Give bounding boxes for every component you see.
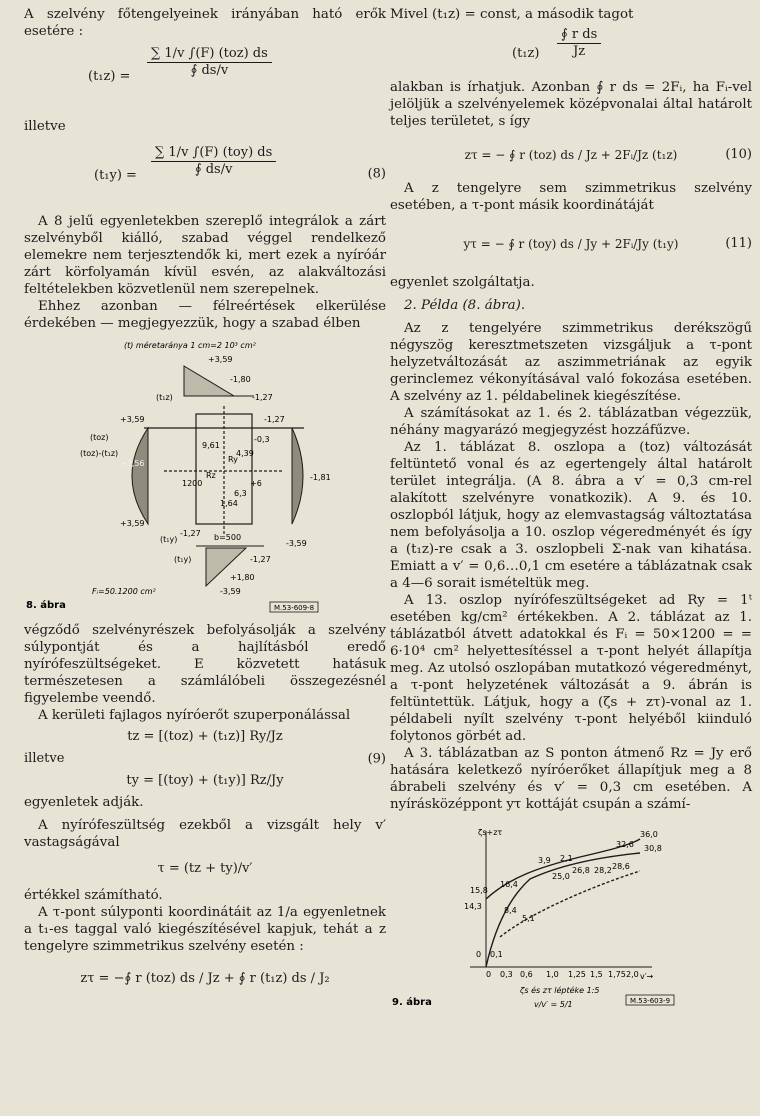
fig9-point-label: 8,4 [504, 906, 517, 915]
fig9-caption: 9. ábra [392, 997, 432, 1008]
fig9-xtick: 0,6 [520, 970, 533, 979]
paragraph: értékkel számítható. [24, 888, 163, 903]
paragraph: A számításokat az 1. és 2. táblázatban végezzük, néhány magyarázó megjegyzést hozzáfűzve. [390, 406, 752, 438]
paragraph: A nyírófeszültség ezekből a vizsgált hely v′ vastagságával [24, 818, 386, 850]
fig8-left-diagram [132, 428, 148, 524]
fig9-point-label: 2,1 [560, 854, 573, 863]
denominator: ∮ ds/v [194, 162, 233, 177]
fig9-point-label: 14,3 [464, 902, 482, 911]
fig9-point-label: 25,0 [552, 872, 570, 881]
equation-prefix: (t₁z) [512, 46, 540, 61]
fig9-point-label: 15,8 [470, 886, 488, 895]
fig8-label: +3,59 [120, 415, 145, 424]
fig8-label: -1,27 [250, 555, 271, 564]
fig9-xtick: 1,5 [590, 970, 603, 979]
fig8-label: (t₁y) [160, 535, 178, 544]
paragraph: egyenletek adják. [24, 795, 144, 810]
equation-8b [24, 141, 386, 207]
fig9-point-label: 5,1 [522, 914, 535, 923]
fig8-label: -1,27 [180, 529, 201, 538]
section-heading: 2. Példa (8. ábra). [404, 298, 526, 313]
figure-9-drawing [390, 817, 752, 1017]
fig9-point-label: 26,8 [572, 866, 590, 875]
equation-11 [390, 214, 752, 274]
fraction [151, 145, 276, 178]
fig8-label: (t₁y) [174, 555, 192, 564]
fig8-label: b=500 [214, 533, 242, 542]
equation-10 [390, 130, 752, 180]
fig9-xtick: 1,75 [608, 970, 626, 979]
fig8-label: +6 [250, 479, 262, 488]
fig8-label: 9,61 [202, 441, 220, 450]
fig9-point-label: 3,9 [538, 856, 551, 865]
fig8-label: +3,59 [208, 355, 233, 364]
fig9-xtick: 1,25 [568, 970, 586, 979]
figure-8-drawing [24, 336, 386, 618]
paragraph: A szelvény főtengelyeinek irányában ható erők esetére : [24, 7, 386, 39]
fig8-label: +3,59 [120, 519, 145, 528]
fig8-label: (toz)-(t₁z) [80, 449, 119, 458]
fig9-point-label: 28,6 [612, 862, 630, 871]
denominator: Jz [573, 44, 586, 59]
fig9-stamp: M.53-603-9 [630, 997, 671, 1005]
fig8-label: 4,39 [236, 449, 254, 458]
left-column [24, 6, 386, 999]
fig9-yaxis-label: ζs+zτ [478, 828, 503, 837]
fig8-label: 6,3 [234, 489, 247, 498]
fig8-label: 1200 [182, 479, 203, 488]
fig8-label: -1,27 [252, 393, 273, 402]
figure-9 [390, 817, 752, 1017]
equation-9a [24, 724, 386, 750]
equation-number: (10) [725, 147, 752, 162]
fig8-caption: 8. ábra [26, 600, 66, 611]
equation-text: yτ = − ∮ r (toy) ds / Jy + 2Fᵢ/Jy (t₁y) [463, 237, 679, 251]
fig9-xtick: 2,0 [626, 970, 639, 979]
equation-text: zτ = − ∮ r (toz) ds / Jz + 2Fᵢ/Jz (t₁z) [464, 148, 678, 162]
paragraph: A τ-pont súlyponti koordinátáit az 1/a egyenletnek a t₁-es taggal való kiegészítésével kapjuk, tehát a z tengelyre szimmetrikus szelvény esetén : [24, 905, 386, 954]
equation-text: τ = (tz + ty)/v′ [157, 861, 253, 876]
denominator: ∮ ds/v [190, 63, 229, 78]
fig8-label: 1,64 [220, 499, 238, 508]
paragraph: A z tengelyre sem szimmetrikus szelvény esetében, a τ-pont másik koordinátáját [390, 181, 752, 213]
paragraph: Ehhez azonban — félreértések elkerülése érdekében — megjegyezzük, hogy a szabad élben [24, 299, 386, 331]
fig8-label: (toz) [90, 433, 109, 442]
equation-z-tau [24, 959, 386, 999]
equation-text: zτ = −∮ r (toz) ds / Jz + ∮ r (t₁z) ds / J₂ [80, 971, 330, 986]
paragraph: illetve [24, 119, 66, 134]
fig8-label: -1,27 [264, 415, 285, 424]
fig9-xtick: 1,0 [546, 970, 559, 979]
paragraph: Mivel (t₁z) = const, a második tagot [390, 7, 634, 22]
right-column [390, 6, 752, 1017]
fig9-xticks [486, 970, 639, 979]
fig9-xtick: 0 [486, 970, 492, 979]
paragraph: alakban is írhatjuk. Azonban ∮ r ds = 2Fᵢ, ha Fᵢ-vel jelöljük a szelvényelemek középvonalai által határolt teljes területet, s így [390, 80, 752, 129]
numerator: ∑ 1/v ∫(F) (toz) ds [147, 46, 272, 63]
fig9-point-label: 32,6 [616, 840, 634, 849]
fig8-label: +1,80 [230, 573, 255, 582]
equation-text: tz = [(toz) + (t₁z)] Ry/Jz [127, 729, 283, 744]
equation-text: ty = [(toy) + (t₁y)] Rz/Jy [126, 773, 284, 788]
equation-number: (8) [367, 166, 386, 182]
fig8-label: -1,81 [310, 473, 331, 482]
equation-9-row [24, 750, 386, 768]
fig8-label: +3,56 [120, 459, 145, 468]
fig9-scale-note: ζs és zτ léptéke 1:5 [520, 986, 600, 995]
numerator: ∑ 1/v ∫(F) (toy) ds [151, 145, 276, 162]
fig9-axes [470, 831, 652, 967]
fig9-point-label: 16,4 [500, 880, 518, 889]
fig8-label: -3,59 [286, 539, 307, 548]
fig8-right-diagram [292, 428, 303, 524]
paragraph: A 13. oszlop nyírófeszültségeket ad Ry = 1ᵗ esetében kg/cm² értékekben. A 2. táblázat az 1. táblázatból átvett adatokkal és Fᵢ = 50×1200 = = 6·10⁴ cm² helyettesítéssel a τ-pont helyét állapítja meg. Az utolsó oszlopában mutatkozó végeredményt, a τ-pont helyzetének változását a 9. ábrán is feltüntettük. Látjuk, hogy a (ζs + zτ)-vonal az 1. példabeli nyílt szelvény τ-pont helyéből kiinduló folytonos görbét ad. [390, 593, 752, 744]
fig9-xtick: 0,3 [500, 970, 513, 979]
fig9-point-label: 0,1 [490, 950, 503, 959]
fig8-label: Ry [228, 455, 238, 464]
fraction [147, 46, 272, 79]
equation-lhs: (t₁z) = [88, 69, 131, 84]
fig8-label: (t₁z) [156, 393, 173, 402]
illetve-word: illetve [24, 751, 65, 766]
fig9-xaxis-label: v′→ [640, 972, 654, 981]
fig9-point-label: 30,8 [644, 844, 662, 853]
fig9-point-label: 0 [476, 950, 482, 959]
paragraph: egyenlet szolgáltatja. [390, 275, 535, 290]
equation-number: (11) [725, 236, 752, 251]
paragraph: A 3. táblázatban az S ponton átmenő Rz = Jy erő hatására keletkező nyíróerőket állapítjuk meg a 8 ábrabeli szelvény és v′ = 0,3 cm esetében. A nyírásközéppont yτ kottáját csupán a számí- [390, 746, 752, 812]
paragraph: A 8 jelű egyenletekben szereplő integrálok a zárt szelvényből kiálló, szabad véggel rendelkező elemekre nem terjesztendők ki, mert ezek a nyíróár zárt körfolyamán kívül esvén, az alakváltozási feltételekben közvetlenül nem szerepelnek. [24, 214, 386, 297]
equation-tau [24, 851, 386, 887]
equation-number: (9) [367, 751, 386, 767]
fig8-label: -3,59 [220, 587, 241, 596]
fraction [557, 27, 601, 60]
paragraph: Az 1. táblázat 8. oszlopa a (toz) változását feltüntető vonal és az egertengely által határolt terület integrálja. (A 8. ábra a v′ = 0,3 cm-rel alakított szelvényre vonatkozik). A 9. és 10. oszlopból látjuk, hogy az elemvastagság változtatása nem befolyásolja a 10. oszlop végeredményét és így a (t₁z)-re csak a 3. oszlopbeli Σ-nak van kihatása. Emiatt a v′ = 0,6…0,1 cm esetére a táblázatnak csak a 4—6 sorait ismételtük meg. [390, 440, 752, 591]
fig8-section [144, 406, 304, 536]
fig8-label: Rz [206, 471, 216, 480]
fig8-scale-note: (t) méretaránya 1 cm=2 10³ cm² [124, 341, 256, 350]
fig9-point-label: 36,0 [640, 830, 658, 839]
fig8-label: -0,3 [254, 435, 270, 444]
paragraph: Az z tengelyére szimmetrikus derékszögű négyszög keresztmetszeten vizsgáljuk a τ-pont helyzetváltozását az aszimmetriának az egyik gerinclemez vékonyításával való fokozása esetében. A szelvény az 1. példabelinek kiegészítése. [390, 321, 752, 404]
equation-9b [24, 768, 386, 794]
fig8-label: -1,80 [230, 375, 251, 384]
fig9-ratio: v/v′ = 5/1 [534, 1000, 573, 1009]
fig9-point-label: 28,2 [594, 866, 612, 875]
numerator: ∮ r ds [557, 27, 601, 44]
figure-8 [24, 336, 386, 618]
equation-t1z-term [390, 23, 752, 79]
paragraph: végződő szelvényrészek befolyásolják a szelvény súlypontját és a hajlításból eredő nyírófeszültségeket. E közvetett hatásuk természetesen a számlálóbeli összegezésnél figyelembe veendő. [24, 623, 386, 706]
fig8-stamp: M.53-609-8 [274, 604, 315, 612]
equation-8a [24, 46, 386, 106]
equation-lhs: (t₁y) = [94, 168, 137, 183]
paragraph: A kerületi fajlagos nyíróerőt szuperponálással [38, 708, 351, 723]
fig8-label: Fᵢ=50.1200 cm² [92, 587, 156, 596]
